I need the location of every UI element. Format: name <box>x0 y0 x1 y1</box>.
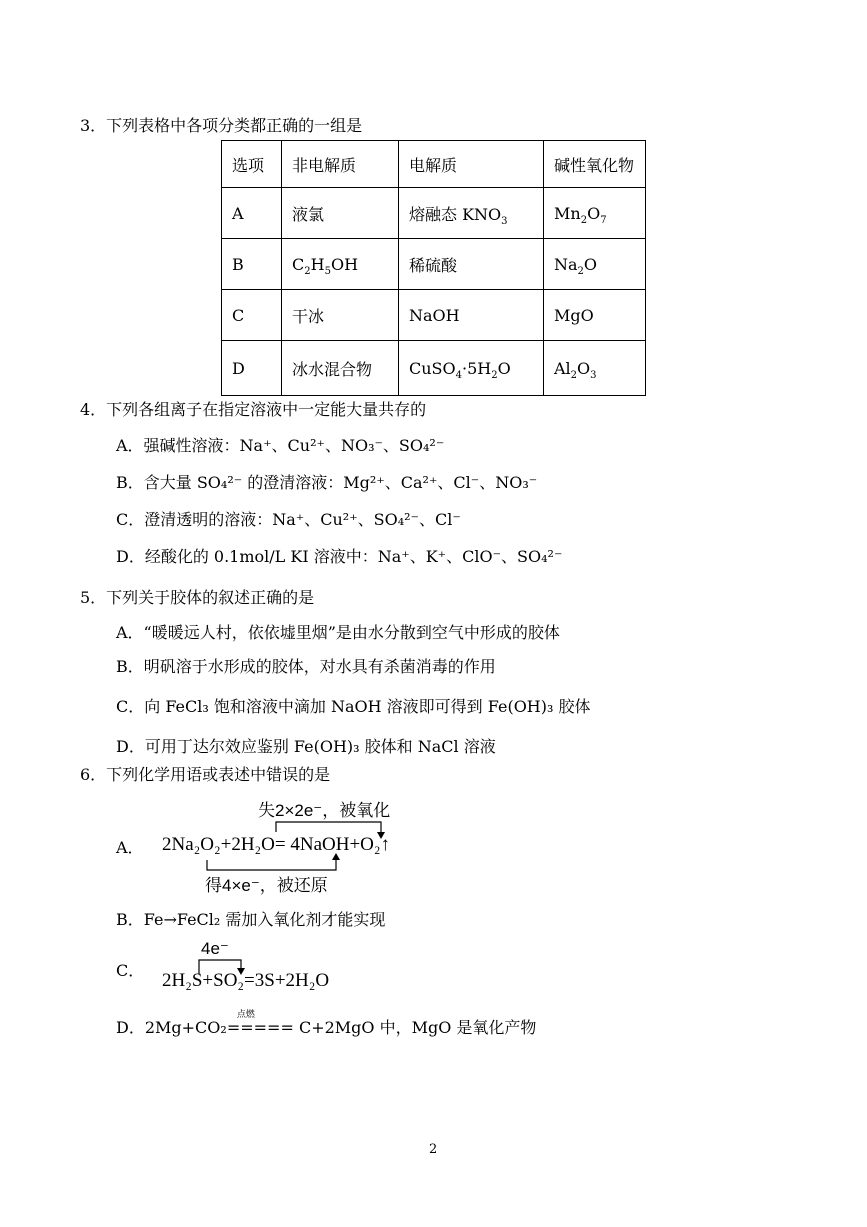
table-cell: B <box>222 239 282 290</box>
table-cell: C <box>222 290 282 341</box>
equation-a: 2Na₂O₂+2H₂O= 4NaOH+O₂↑ <box>162 834 391 855</box>
header-cell: 电解质 <box>399 141 544 188</box>
table-cell: NaOH <box>399 290 544 341</box>
question-5-option-b: B．明矾溶于水形成的胶体，对水具有杀菌消毒的作用 <box>116 657 496 676</box>
question-5-option-c: C．向 FeCl₃ 饱和溶液中滴加 NaOH 溶液即可得到 Fe(OH)₃ 胶体 <box>116 697 591 716</box>
header-cell: 非电解质 <box>282 141 399 188</box>
page-number: 2 <box>429 1142 438 1157</box>
equation-c: 2H₂S+SO₂=3S+2H₂O <box>162 970 330 991</box>
table-cell: $Mn_2O_7$ <box>544 188 646 239</box>
question-5-stem: 5．下列关于胶体的叙述正确的是 <box>80 588 315 607</box>
table-row <box>222 341 646 396</box>
table-cell: 液氯 <box>282 188 399 239</box>
classification-table <box>221 140 646 396</box>
question-5-option-d: D．可用丁达尔效应鉴别 Fe(OH)₃ 胶体和 NaCl 溶液 <box>116 737 496 756</box>
question-6-stem: 6．下列化学用语或表述中错误的是 <box>80 765 331 784</box>
table-cell: MgO <box>544 290 646 341</box>
table-cell: D <box>222 341 282 396</box>
table-cell: 冰水混合物 <box>282 341 399 396</box>
table-cell: 稀硫酸 <box>399 239 544 290</box>
table-cell: $Al_2O_3$ <box>544 341 646 396</box>
question-4-option-c: C．澄清透明的溶液：Na⁺、Cu²⁺、SO₄²⁻、Cl⁻ <box>116 510 461 529</box>
table-cell: 熔融态 $KNO_3$ <box>399 188 544 239</box>
question-4-option-d: D．经酸化的 0.1mol/L KI 溶液中：Na⁺、K⁺、ClO⁻、SO₄²⁻ <box>116 547 563 566</box>
table-header-row <box>222 141 646 188</box>
table-row <box>222 188 646 239</box>
question-4-stem: 4．下列各组离子在指定溶液中一定能大量共存的 <box>80 400 427 419</box>
question-6-option-d: D．2Mg+CO₂ 点燃 ===== C+2MgO 中，MgO 是氧化产物 <box>116 1010 537 1037</box>
table-cell: 干冰 <box>282 290 399 341</box>
oxidation-annotation: 失2×2e⁻，被氧化 <box>258 801 391 820</box>
header-cell: 碱性氧化物 <box>544 141 646 188</box>
table-cell: A <box>222 188 282 239</box>
question-3-stem: 3．下列表格中各项分类都正确的一组是 <box>80 116 363 135</box>
table-row <box>222 239 646 290</box>
question-6-option-b: B．Fe→FeCl₂ 需加入氧化剂才能实现 <box>116 910 386 929</box>
question-6-option-a-label: A． <box>116 838 144 857</box>
question-6-option-c-label: C． <box>116 961 145 980</box>
question-4-option-b: B．含大量 SO₄²⁻ 的澄清溶液：Mg²⁺、Ca²⁺、Cl⁻、NO₃⁻ <box>116 473 538 492</box>
table-cell: $CuSO_4\cdot 5H_2O$ <box>399 341 544 396</box>
header-cell: 选项 <box>222 141 282 188</box>
table-cell: $Na_2O$ <box>544 239 646 290</box>
question-5-option-a: A．“暖暖远人村，依依墟里烟”是由水分散到空气中形成的胶体 <box>116 623 560 642</box>
question-4-option-a: A．强碱性溶液：Na⁺、Cu²⁺、NO₃⁻、SO₄²⁻ <box>116 436 445 455</box>
electron-count-annotation: 4e⁻ <box>201 939 229 958</box>
reduction-annotation: 得4×e⁻，被还原 <box>205 876 328 895</box>
table-cell: $C_2H_5OH$ <box>282 239 399 290</box>
table-row <box>222 290 646 341</box>
